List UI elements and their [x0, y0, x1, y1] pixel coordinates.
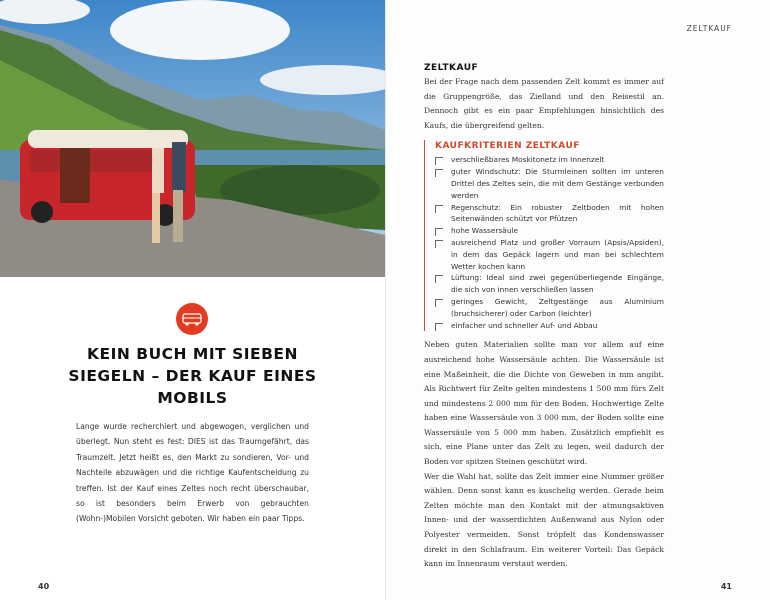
checklist-title: KAUFKRITERIEN ZELTKAUF — [435, 141, 580, 152]
intro-paragraph: Bei der Frage nach dem passenden Zelt kommt es immer auf die Gruppengröße, das Zielland und den Reisestil an. Dennoch gibt es ein paar Empfehlungen hinsichtlich des Kaufs, die übergreifend gelten. — [424, 77, 664, 130]
checklist-item — [435, 166, 664, 201]
campervan-photo — [0, 0, 385, 277]
checkbox-icon — [435, 205, 443, 213]
checklist-item-label: Lüftung: Ideal sind zwei gegenüberliegende Eingänge, die sich von innen verschließen lassen — [451, 273, 664, 295]
page-number: 40 — [38, 582, 50, 591]
checklist-item-label: geringes Gewicht, Zeltgestänge aus Aluminium (bruchsicherer) oder Carbon (leichter) — [451, 296, 664, 318]
checklist-item — [435, 237, 664, 272]
paragraph: Neben guten Materialien sollte man vor allem auf eine ausreichend hohe Wassersäule achten. Die Wassersäule ist eine Maßeinheit, die die Dichte von Geweben in mm angibt. Als Richtwert für Zelte gelten mindestens 1 500 mm fürs Zelt und mindestens 2 000 mm für den Boden. Hochwertige Zelte haben eine Wassersäule von 3 000 mm, der Boden sollte eine Wassersäule von 5 000 mm haben. Zusätzlich empfiehlt es sich, eine Plane unter das Zelt zu legen, weil dadurch der Boden vor spitzen Steinen geschützt wird. — [424, 340, 664, 467]
checkbox-icon — [435, 275, 443, 283]
checklist-item-label: Regenschutz: Ein robuster Zeltboden mit hohen Seitenwänden schützt vor Pfützen — [451, 202, 664, 224]
campervan-badge — [176, 303, 208, 335]
checklist-item-label: hohe Wassersäule — [451, 226, 519, 236]
checklist-item — [435, 225, 664, 237]
intro-text: Lange wurde recherchiert und abgewogen, verglichen und überlegt. Nun steht es fest: DIES ist das Traumgefährt, das Traumzelt. Jetzt heißt es, den Markt zu sondieren, Vor- und Nachteile abzuwägen und die richtige Kaufentscheidung zu treffen. Ist der Kauf eines Zeltes noch recht überschaubar, so ist besonders beim Erwerb von gebrauchten (Wohn-)Mobilen Vorsicht geboten. Wir haben ein paar Tipps. — [76, 422, 309, 524]
left-text-column — [60, 343, 325, 527]
chapter-heading: KEIN BUCH MIT SIEBEN SIEGELN – DER KAUF EINES MOBILS — [68, 345, 317, 407]
checkbox-icon — [435, 299, 443, 307]
checkbox-icon — [435, 157, 443, 165]
section-heading: ZELTKAUF — [424, 63, 479, 73]
checklist-item-label: einfacher und schneller Auf- und Abbau — [451, 320, 598, 330]
right-text-column — [424, 62, 664, 572]
checklist-item-label: ausreichend Platz und großer Vorraum (Apsis/Apsiden), in dem das Gepäck lagern und man bei schlechtem Wetter kochen kann — [451, 237, 664, 271]
checkbox-icon — [435, 240, 443, 248]
running-head: ZELTKAUF — [686, 24, 732, 33]
checkbox-icon — [435, 228, 443, 236]
checkbox-icon — [435, 323, 443, 331]
page-number: 41 — [720, 582, 732, 591]
checklist-item-label: verschließbares Moskitonetz im Innenzelt — [451, 155, 605, 165]
checklist-item — [435, 272, 664, 296]
checkbox-icon — [435, 169, 443, 177]
paragraph: Wer die Wahl hat, sollte das Zelt immer eine Nummer größer wählen. Denn sonst kann es kuschelig werden. Gerade beim Zelten möchte man den Kontakt mit der atmungsaktiven Innen- und der wasserdichten Außenwand aus Nylon oder Polyester vermeiden. Sonst tröpfelt das Kondenswasser direkt in den Schlafraum. Ein weiterer Vorteil: Das Gepäck kann im Innenraum verstaut werden. — [424, 471, 664, 569]
checklist — [435, 154, 664, 331]
checklist-item — [435, 296, 664, 320]
right-page — [385, 0, 770, 600]
checklist-item — [435, 320, 664, 332]
checklist-item — [435, 202, 664, 226]
campervan-icon — [182, 312, 202, 326]
checklist-item — [435, 154, 664, 166]
checklist-item-label: guter Windschutz: Die Sturmleinen sollten im unteren Drittel des Zeltes sein, die mit dem Gestänge verbunden werden — [451, 167, 664, 200]
checklist-box — [424, 140, 664, 331]
